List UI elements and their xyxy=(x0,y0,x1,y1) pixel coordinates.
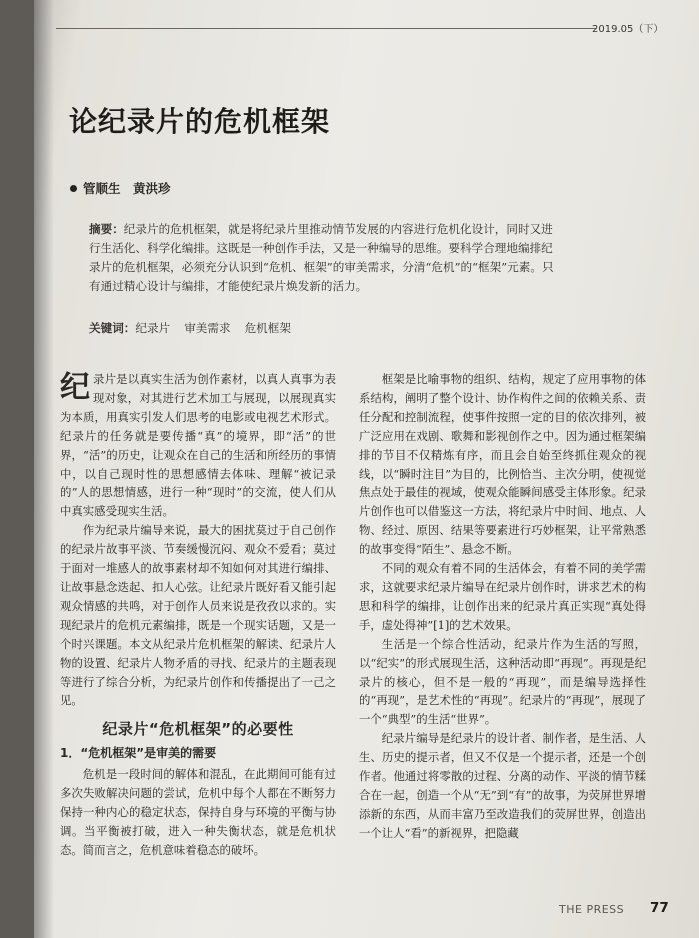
keywords-label: 关键词： xyxy=(89,321,136,335)
header-rule xyxy=(56,28,596,29)
abstract-label: 摘要： xyxy=(89,222,124,236)
keyword-3: 危机框架 xyxy=(244,321,291,335)
paragraph: 生活是一个综合性活动，纪录片作为生活的写照，以“纪实”的形式展现生活，这种活动即“再现”。再现是纪录片的核心，但不是一般的“再现”，而是编导选择性的“再现”，是艺术性的“再现”。纪录片的“再现”，展现了一个“典型”的生活“世界”。 xyxy=(359,636,646,727)
magazine-page xyxy=(34,0,699,938)
keyword-1: 纪录片 xyxy=(135,321,171,335)
intro-paragraph xyxy=(60,370,336,521)
subsection-heading: 1．“危机框架”是审美的需要 xyxy=(60,746,217,761)
paragraph: 危机是一段时间的解体和混乱，在此期间可能有过多次失败解决问题的尝试，危机中每个人都在不断努力保持一种内心的稳定状态，保持自身与环境的平衡与协调。当平衡被打破，进入一种失衡状态，就是危机状态。简而言之，危机意味着稳态的破坏。 xyxy=(60,767,336,857)
bullet-icon xyxy=(70,185,77,192)
paragraph: 不同的观众有着不同的生活体会，有着不同的美学需求，这就要求纪录片编导在纪录片创作时，讲求艺术的构思和科学的编排，让创作出来的纪录片真正实现“真处得手，虚处得神”[1]的艺术效果。 xyxy=(359,561,646,632)
paragraph: 作为纪录片编导来说，最大的困扰莫过于自己创作的纪录片故事平淡、节奏缓慢沉闷、观众不爱看；莫过于面对一堆感人的故事素材却不知如何对其进行编排、让故事悬念迭起、扣人心弦。让纪录片既好看又能引起观众情感的共鸣，对于创作人员来说是孜孜以求的。实现纪录片的危机元素编排，既是一个现实话题，又是一个时兴课题。本文从纪录片危机框架的解读、纪录片人物的设置、纪录片人物矛盾的寻找、纪录片的主题表现等进行了综合分析，为纪录片创作和传播提出了一己之见。 xyxy=(60,523,336,708)
authors-line xyxy=(70,179,171,197)
keyword-2: 审美需求 xyxy=(184,321,231,335)
paragraph: 纪录片编导是纪录片的设计者、制作者，是生活、人生、历史的提示者，但又不仅是一个提示者，还是一个创作者。他通过将零散的过程、分离的动作、平淡的情节糅合在一起，创造一个从“无”到“有”的故事，为荧屏世界增添新的东西，从而丰富乃至改造我们的荧屏世界，创造出一个让人“看”的新视界，把隐藏 xyxy=(359,731,646,840)
magazine-name: THE PRESS xyxy=(559,903,625,916)
drop-cap: 纪 xyxy=(60,370,90,405)
section-heading: 纪录片“危机框架”的必要性 xyxy=(102,720,294,739)
paragraph: 框架是比喻事物的组织、结构，规定了应用事物的体系结构，阐明了整个设计、协作构件之间的依赖关系、责任分配和控制流程，使事件按照一定的目的依次排列，被广泛应用在戏剧、歌舞和影视创作之中。因为通过框架编排的节目不仅精炼有序，而且会自始至终抓住观众的视线，以“瞬时注目”为目的，比例恰当、主次分明，使视觉焦点处于最佳的视域，使观众能瞬间感受主体形象。纪录片创作也可以借鉴这一方法，将纪录片中时间、地点、人物、经过、原因、结果等要素进行巧妙框架，让平常熟悉的故事变得“陌生”、悬念不断。 xyxy=(359,372,646,557)
intro-text: 录片是以真实生活为创作素材，以真人真事为表现对象，对其进行艺术加工与展现，以展现真实为本质，用真实引发人们思考的电影或电视艺术形式。纪录片的任务就是要传播“真”的境界，即“活”的世界，“活”的历史，让观众在自己的生活和所经历的事情中，以自己现时性的思想感情去体味、理解“被记录的”人的思想情感，进行一种“现时”的交流，使人们从中真实感受现实生活。 xyxy=(60,372,336,519)
abstract-text: 纪录片的危机框架，就是将纪录片里推动情节发展的内容进行危机化设计，同时又进行生活化、科学化编排。这既是一种创作手法，又是一种编导的思维。要科学合理地编排纪录片的危机框架，必须充分认识到“危机、框架”的审美需求，分清“危机”的“框架”元素。只有通过精心设计与编排，才能使纪录片焕发新的活力。 xyxy=(89,222,554,293)
body-column-left xyxy=(60,370,336,860)
abstract xyxy=(89,220,564,296)
article-title: 论纪录片的危机框架 xyxy=(69,105,331,138)
keywords xyxy=(89,320,291,336)
page-number: 77 xyxy=(650,900,669,916)
spine-shadow xyxy=(34,0,54,938)
authors: 管顺生 黄洪珍 xyxy=(83,181,171,196)
issue-label: 2019.05（下） xyxy=(592,24,664,35)
body-column-right xyxy=(359,370,646,843)
